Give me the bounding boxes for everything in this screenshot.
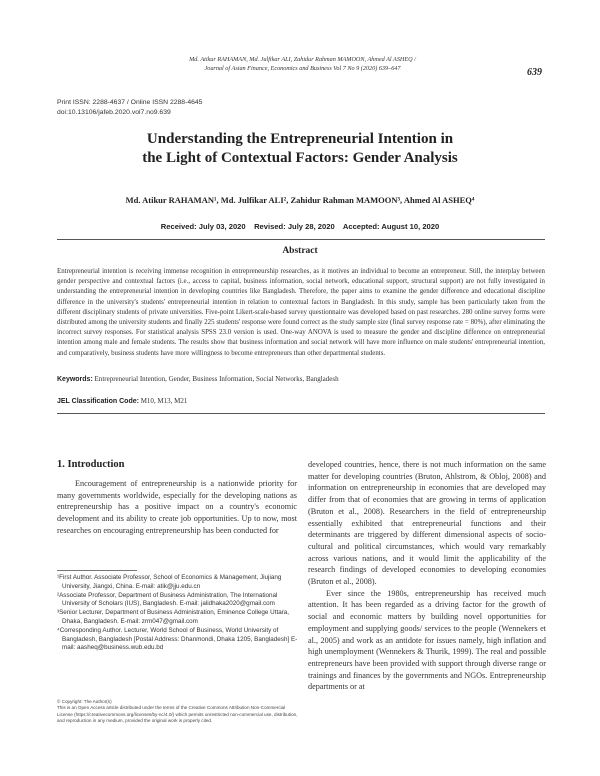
- publication-meta: [57, 98, 202, 118]
- license-text: This is an Open Access article distributed under the terms of the Creative Commons Attribution Non-Commercial License (https://creativecommons.org/licenses/by-nc/4.0/) which permits unrestricted non-commercial use, distribution, and reproduction in any medium, provided the original work is properly cited.: [57, 705, 298, 724]
- footnote-item: ²Associate Professor, Department of Business Administration, The International University of Scholars (IUS), Bangladesh. E-mail: jalidhaka2020@gmail.com: [57, 591, 278, 608]
- doi-line: doi:10.13106/jafeb.2020.vol7.no9.639: [57, 109, 171, 116]
- copyright-notice: [57, 699, 299, 725]
- jel-classification: [57, 396, 545, 407]
- paper-title: [0, 130, 600, 168]
- page-number: 639: [527, 67, 542, 78]
- submission-dates: Received: July 03, 2020 Revised: July 28, 2020 Accepted: August 10, 2020: [160, 222, 440, 231]
- keywords: [57, 374, 545, 385]
- author-footnotes: [57, 574, 299, 653]
- left-column: [57, 478, 297, 537]
- footnote-item: ¹First Author. Associate Professor, School of Economics & Management, Jiujiang University, Jiangxi, China. E-mail: atik@jju.edu.cn: [57, 574, 282, 590]
- intro-paragraph-2: Ever since the 1980s, entrepreneurship has received much attention. It has been regarded as a driving factor for the growth of social and economic matters by building novel opportunities for employment and supplying goods/ services to the people (Wennekers et al., 2005) and work as an antidote for issues namely, high inflation and high unemployment (Wennekers & Thurik, 1999). The real and possible entrepreneurs have been provided with support through diverse range or trainings and finances by the governments and NGOs. Entrepreneurship departments or at: [308, 588, 546, 692]
- abstract-top-rule: [57, 239, 545, 240]
- jel-codes: M10, M13, M21: [138, 397, 188, 405]
- keywords-label: Keywords:: [57, 376, 93, 383]
- running-header: [95, 55, 510, 73]
- footnote-item: ⁴Corresponding Author. Lecturer, World School of Business, World University of Bangladesh, Bangladesh [Postal Address: Dhanmondi, Dhaka 1205, Bangladesh] E-mail: aasheq@business.wub.edu.bd: [57, 626, 298, 652]
- running-header-authors: Md. Atikur RAHAMAN, Md. Julfikar ALI, Zahidur Rahman MAMOON, Ahmed Al ASHEQ /: [189, 56, 416, 63]
- jel-label: JEL Classification Code:: [57, 398, 139, 405]
- copyright-line: © Copyright: The Author(s): [57, 699, 112, 704]
- footnote-item: ³Senior Lecturer, Department of Business Administration, Eminence College Uttara, Dhaka, Bangladesh. E-mail: zrm047@gmail.com: [57, 609, 290, 625]
- footnote-rule: [57, 570, 137, 571]
- issn-line: Print ISSN: 2288-4637 / Online ISSN 2288-4645: [57, 99, 203, 106]
- abstract-body: Entrepreneurial intention is receiving immense recognition in entrepreneurship researches, as it motives an individual to become an entrepreneur. Still, the interplay between gender perspective and contextual factors (i.e., access to capital, business information, social network, educational support, structural support) are not fully investigated in understanding the entrepreneurial intention in developing countries like Bangladesh. Therefore, the paper aims to examine the gender difference and educational discipline difference in the university's students' entrepreneurial intention in relation to contextual factors in Bangladesh. In this study, sample has been particularly taken from the different disciplinary students of private universities. Five-point Likert-scale-based survey questionnaire was developed based on past researches. 280 online survey forms were distributed among the university students and finally 225 students' response were found correct as the study sample size (final survey response rate = 80%), after eliminating the incorrect survey responses. For statistical analysis SPSS 23.0 version is used. One-way ANOVA is used to measure the gender and discipline difference on entrepreneurial intention among male and female students. The results show that business information and social network will have more influence on male students' entrepreneurial intention, and comparatively, business students have more willingness to become entrepreneurs than other departmental students.: [57, 268, 545, 357]
- author-list: Md. Atikur RAHAMAN¹, Md. Julfikar ALI², Zahidur Rahman MAMOON³, Ahmed Al ASHEQ⁴: [125, 195, 475, 205]
- keywords-text: Entrepreneurial Intention, Gender, Business Information, Social Networks, Bangladesh: [92, 375, 339, 383]
- intro-paragraph-continued: developed countries, hence, there is not much information on the same matter for developing countries (Bruton, Ahlstrom, & Obloj, 2008) and information on entrepreneurship in economies that are developed may differ from that of economies that are growing in terms of application (Bruton et al., 2008). Researchers in the field of entrepreneurship essentially exhibited that entrepreneurial functions and their determinants are triggered by different dimensional aspects of socio-cultural and political circumstances, which would vary remarkably across various nations, and it would limit the applicability of the research findings of developed economies to developing economies (Bruton et al., 2008).: [308, 460, 546, 587]
- section-heading-introduction: 1. Introduction: [57, 459, 125, 470]
- intro-paragraph-1: Encouragement of entrepreneurship is a nationwide priority for many governments worldwide, especially for the developing nations as entrepreneurship has a positive impact on a country's economic development and its ability to create job opportunities. Up to now, most researches on encouraging entrepreneurship has been conducted for: [57, 479, 297, 535]
- abstract-heading: Abstract: [282, 246, 318, 256]
- abstract-bottom-rule: [57, 413, 545, 414]
- running-header-journal: Journal of Asian Finance, Economics and Business Vol 7 No 9 (2020) 639–647: [204, 65, 401, 72]
- paper-title-line-1: Understanding the Entrepreneurial Intention in: [146, 131, 454, 147]
- right-column: [308, 459, 546, 693]
- paper-title-line-2: the Light of Contextual Factors: Gender Analysis: [142, 150, 458, 166]
